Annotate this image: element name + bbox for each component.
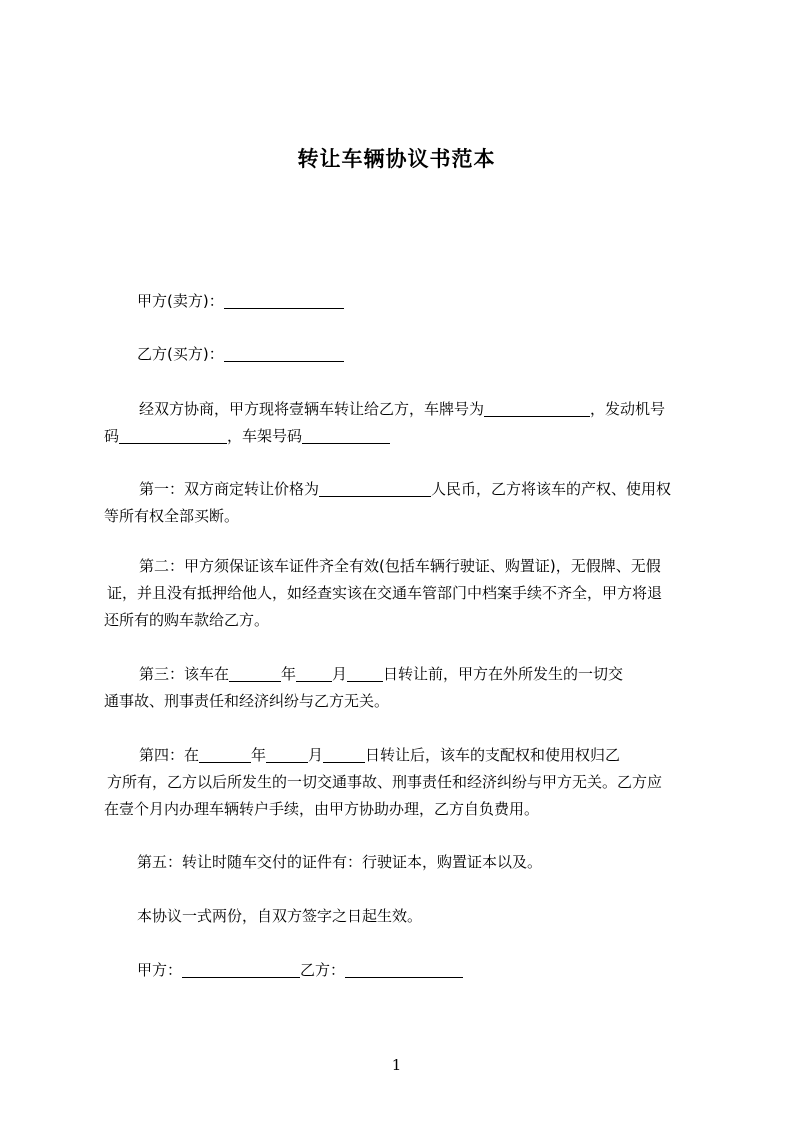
- clause4-year-label: 年: [251, 746, 267, 764]
- intro-line-2: [104, 427, 390, 445]
- clause4-text-b: 日转让后，该车的支配权和使用权归乙: [365, 746, 621, 764]
- intro-text-d: ，车架号码: [227, 427, 303, 445]
- clause3-line-1: [139, 665, 623, 683]
- effect-line: 本协议一式两份，自双方签字之日起生效。: [137, 907, 423, 925]
- clause3-line-2: 通事故、刑事责任和经济纠纷与乙方无关。: [104, 692, 390, 710]
- clause3-month-label: 月: [332, 665, 348, 683]
- party-a-seller-label: 甲方(卖方)：: [137, 292, 224, 310]
- clause3-day-blank[interactable]: [347, 667, 383, 682]
- clause3-month-blank[interactable]: [296, 667, 332, 682]
- clause4-text-a: 第四：在: [139, 746, 200, 764]
- party-a-seller-blank[interactable]: [224, 294, 344, 309]
- clause4-month-blank[interactable]: [266, 748, 308, 763]
- signature-line: [137, 961, 463, 979]
- clause4-month-label: 月: [308, 746, 324, 764]
- signature-party-b-label: 乙方：: [300, 961, 346, 979]
- clause2-line-1: 第二：甲方须保证该车证件齐全有效(包括车辆行驶证、购置证)，无假牌、无假: [139, 557, 661, 575]
- clause3-text-a: 第三：该车在: [139, 665, 230, 683]
- price-blank[interactable]: [319, 482, 431, 497]
- intro-text-c: 码: [104, 427, 120, 445]
- signature-party-a-blank[interactable]: [182, 963, 300, 978]
- clause4-day-blank[interactable]: [323, 748, 365, 763]
- signature-party-b-blank[interactable]: [345, 963, 463, 978]
- clause2-line-3: 还所有的购车款给乙方。: [104, 611, 270, 629]
- party-a-seller-line: [137, 292, 344, 310]
- party-b-buyer-blank[interactable]: [224, 347, 344, 362]
- intro-text-a: 经双方协商，甲方现将壹辆车转让给乙方，车牌号为: [139, 400, 485, 418]
- clause5-line: 第五：转让时随车交付的证件有：行驶证本，购置证本以及。: [137, 853, 543, 871]
- clause4-line-1: [139, 746, 620, 764]
- clause1-text-b: 人民币，乙方将该车的产权、使用权: [431, 480, 672, 498]
- clause4-year-blank[interactable]: [199, 748, 251, 763]
- plate-number-blank[interactable]: [484, 402, 590, 417]
- document-title: 转让车辆协议书范本: [297, 147, 496, 171]
- clause2-line-2: 证，并且没有抵押给他人，如经查实该在交通车管部门中档案手续不齐全，甲方将退: [107, 584, 663, 602]
- signature-party-a-label: 甲方：: [137, 961, 183, 979]
- party-b-buyer-line: [137, 345, 344, 363]
- engine-number-blank[interactable]: [119, 429, 227, 444]
- clause3-text-b: 日转让前，甲方在外所发生的一切交: [383, 665, 624, 683]
- clause4-line-2: 方所有，乙方以后所发生的一切交通事故、刑事责任和经济纠纷与甲方无关。乙方应: [107, 773, 663, 791]
- page-number: 1: [391, 1056, 402, 1074]
- intro-line-1: [139, 400, 665, 418]
- clause1-line-2: 等所有权全部买断。: [104, 507, 240, 525]
- frame-number-blank[interactable]: [302, 429, 390, 444]
- party-b-buyer-label: 乙方(买方)：: [137, 345, 224, 363]
- clause4-line-3: 在壹个月内办理车辆转户手续，由甲方协助办理，乙方自负费用。: [104, 800, 540, 818]
- clause3-year-blank[interactable]: [229, 667, 281, 682]
- clause1-line-1: [139, 480, 671, 498]
- clause3-year-label: 年: [281, 665, 297, 683]
- clause1-text-a: 第一：双方商定转让价格为: [139, 480, 320, 498]
- intro-text-b: ，发动机号: [590, 400, 666, 418]
